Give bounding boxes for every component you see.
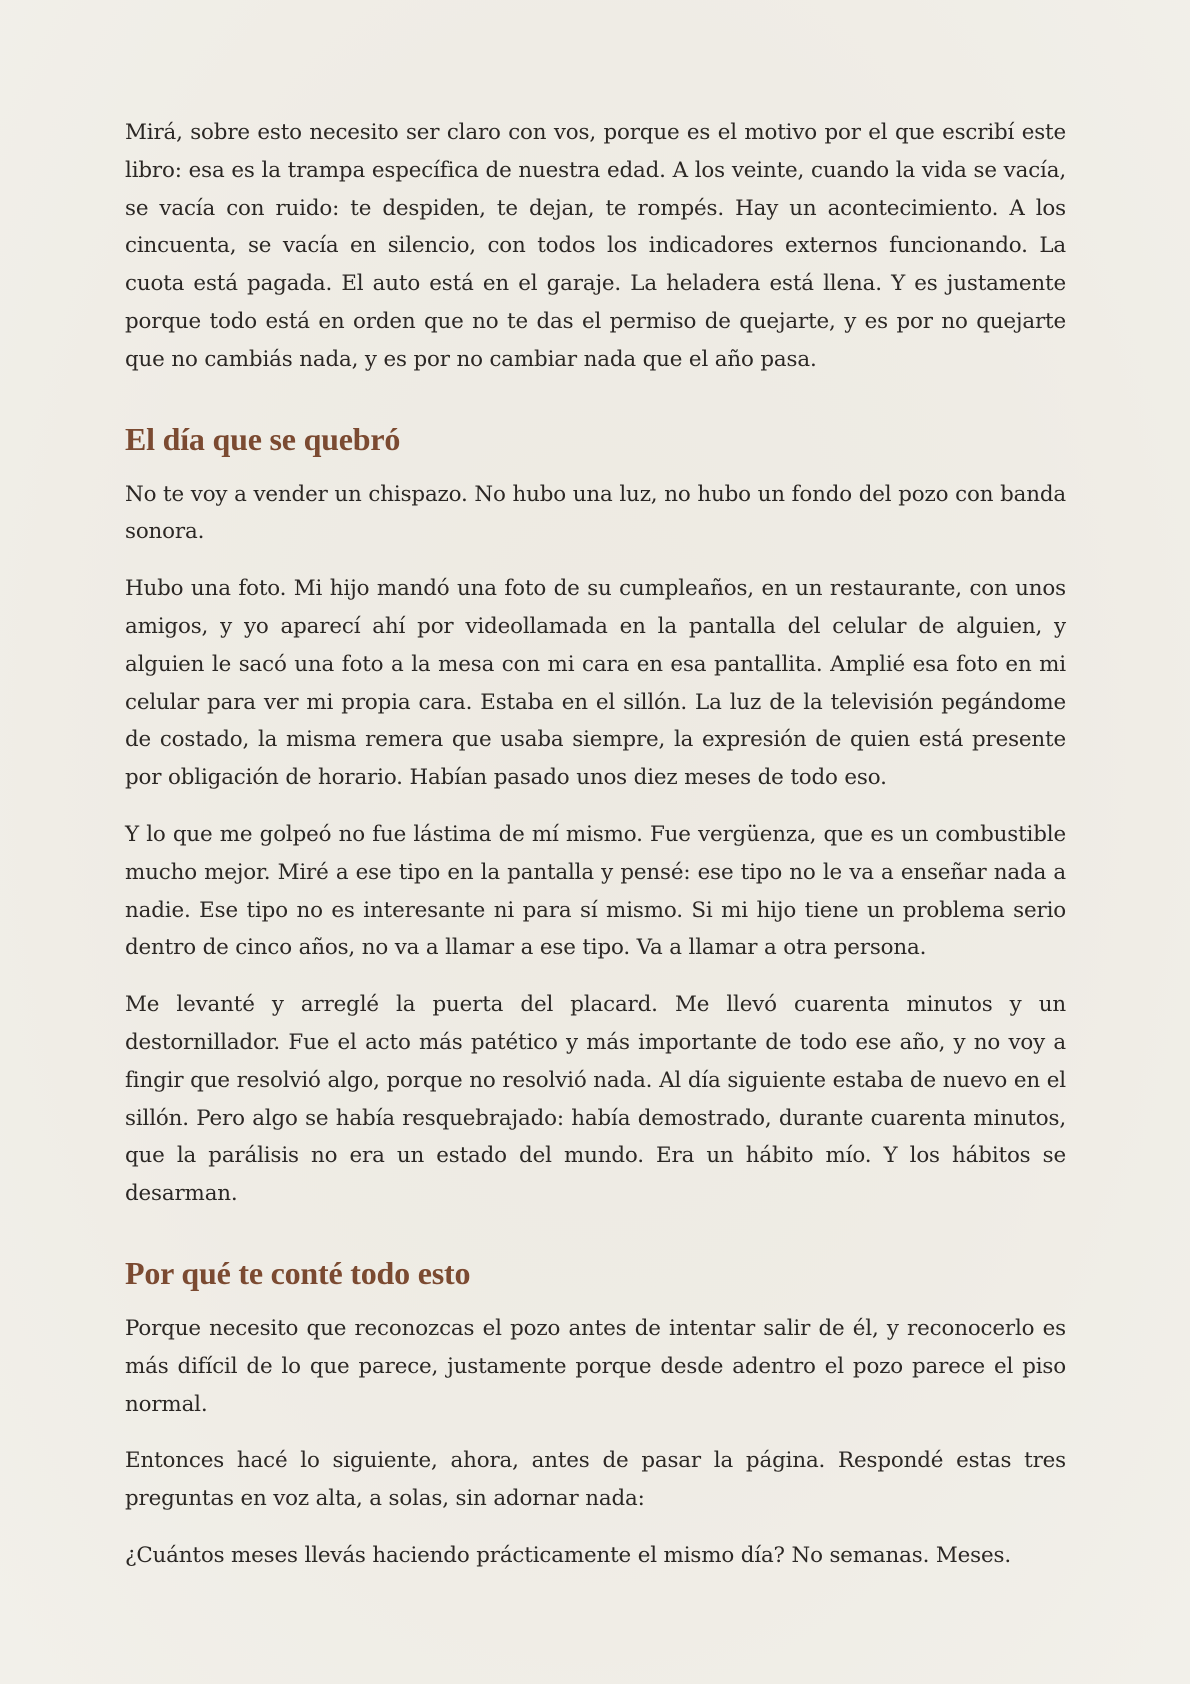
body-paragraph: Me levanté y arreglé la puerta del placard. Me llevó cuarenta minutos y un destornillador. Fue el acto más patético y más importante de todo ese año, y no voy a fingir que resolvió algo, porque no resolvió nada. Al día siguiente estaba de nuevo en el sillón. Pero algo se había resquebrajado: había demostrado, durante cuarenta minutos, que la parálisis no era un estado del mundo. Era un hábito mío. Y los hábitos se desarman.: [125, 992, 1066, 1207]
body-paragraph: Entonces hacé lo siguiente, ahora, antes de pasar la página. Respondé estas tres preguntas en voz alta, a solas, sin adornar nada:: [125, 1448, 1066, 1512]
section-heading: El día que se quebró: [125, 420, 401, 457]
body-paragraph: Y lo que me golpeó no fue lástima de mí mismo. Fue vergüenza, que es un combustible mucho mejor. Miré a ese tipo en la pantalla y pensé: ese tipo no le va a enseñar nada a nadie. Ese tipo no es interesante ni para sí mismo. Si mi hijo tiene un problema serio dentro de cinco años, no va a llamar a ese tipo. Va a llamar a otra persona.: [125, 821, 1066, 961]
body-paragraph: No te voy a vender un chispazo. No hubo una luz, no hubo un fondo del pozo con banda sonora.: [125, 481, 1066, 545]
body-paragraph: ¿Cuántos meses llevás haciendo prácticamente el mismo día? No semanas. Meses.: [125, 1542, 1011, 1568]
body-paragraph: Porque necesito que reconozcas el pozo antes de intentar salir de él, y reconocerlo es más difícil de lo que parece, justamente porque desde adentro el pozo parece el piso normal.: [125, 1315, 1066, 1417]
body-paragraph: Hubo una foto. Mi hijo mandó una foto de su cumpleaños, en un restaurante, con unos amigos, y yo aparecí ahí por videollamada en la pantalla del celular de alguien, y alguien le sacó una foto a la mesa con mi cara en esa pantallita. Amplié esa foto en mi celular para ver mi propia cara. Estaba en el sillón. La luz de la televisión pegándome de costado, la misma remera que usaba siempre, la expresión de quien está presente por obligación de horario. Habían pasado unos diez meses de todo eso.: [125, 576, 1066, 791]
body-paragraph: Mirá, sobre esto necesito ser claro con vos, porque es el motivo por el que escribí este libro: esa es la trampa específica de nuestra edad. A los veinte, cuando la vida se vacía, se vacía con ruido: te despiden, te dejan, te rompés. Hay un acontecimiento. A los cincuenta, se vacía en silencio, con todos los indicadores externos funcionando. La cuota está pagada. El auto está en el garaje. La heladera está llena. Y es justamente porque todo está en orden que no te das el permiso de quejarte, y es por no quejarte que no cambiás nada, y es por no cambiar nada que el año pasa.: [125, 120, 1066, 372]
section-heading: Por qué te conté todo esto: [125, 1254, 471, 1291]
